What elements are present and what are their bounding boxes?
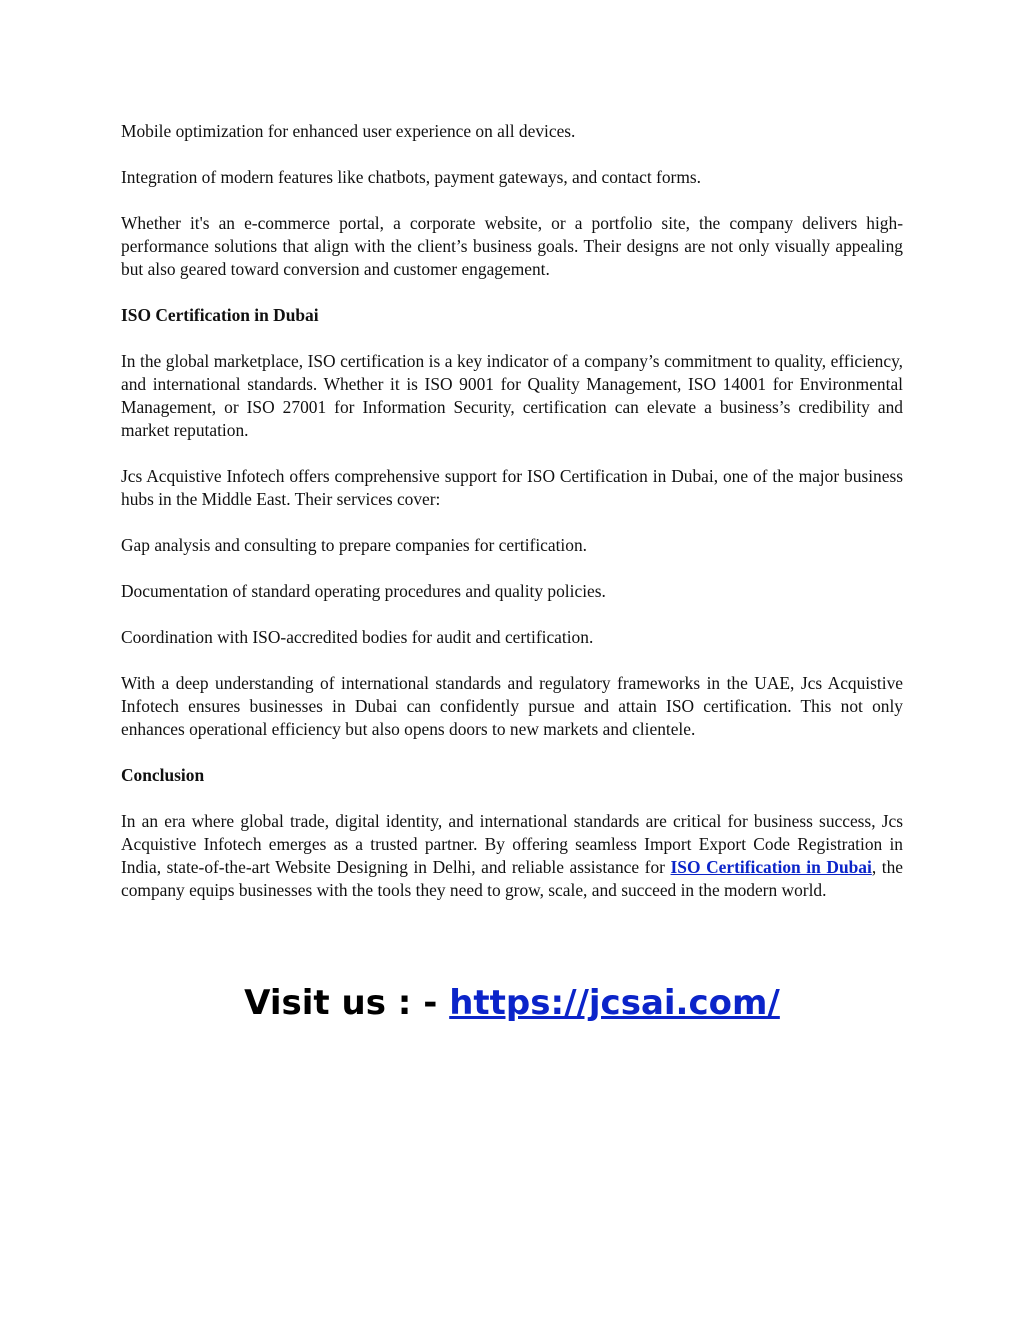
- iso-certification-link[interactable]: ISO Certification in Dubai: [670, 857, 872, 877]
- paragraph-global-marketplace: In the global marketplace, ISO certification is a key indicator of a company’s commitment to quality, efficiency, and international standards. Whether it is ISO 9001 for Quality Management, ISO 14001 for Environmental Management, or ISO 27001 for Information Security, certification can elevate a business’s credibility and market reputation.: [121, 351, 903, 440]
- heading-conclusion: Conclusion: [121, 765, 205, 785]
- conclusion-text-after: , the company equips businesses with the tools they need to grow, scale, and succeed in the modern world.: [121, 857, 904, 900]
- paragraph-coordination: Coordination with ISO-accredited bodies for audit and certification.: [121, 627, 594, 647]
- heading-iso-certification: ISO Certification in Dubai: [121, 305, 319, 325]
- paragraph-website-types: Whether it's an e-commerce portal, a corporate website, or a portfolio site, the company delivers high-performance solutions that align with the client’s business goals. Their designs are not only visually appealing but also geared toward conversion and customer engagement.: [121, 213, 903, 279]
- visit-us-line: [0, 978, 1024, 1028]
- paragraph-deep-understanding: With a deep understanding of international standards and regulatory frameworks in the UAE, Jcs Acquistive Infotech ensures businesses in Dubai can confidently pursue and attain ISO certification. This not only enhances operational efficiency but also opens doors to new markets and clientele.: [121, 673, 903, 739]
- paragraph-gap-analysis: Gap analysis and consulting to prepare companies for certification.: [121, 535, 588, 555]
- paragraph-jcs-offers: Jcs Acquistive Infotech offers comprehensive support for ISO Certification in Dubai, one of the major business hubs in the Middle East. Their services cover:: [121, 466, 903, 509]
- document-body: [121, 120, 903, 925]
- visit-us-label: Visit us : -: [244, 983, 450, 1023]
- conclusion-text-before: In an era where global trade, digital identity, and international standards are critical for business success, Jcs Acquistive Infotech emerges as a trusted partner. By offering seamless Import Export Code Registration in India, state-of-the-art Website Designing in Delhi, and reliable assistance for: [121, 811, 903, 877]
- paragraph-mobile-optimization: Mobile optimization for enhanced user experience on all devices.: [121, 121, 576, 141]
- paragraph-integration: Integration of modern features like chatbots, payment gateways, and contact forms.: [121, 167, 701, 187]
- paragraph-conclusion: [121, 810, 903, 902]
- website-url-link[interactable]: https://jcsai.com/: [449, 983, 780, 1023]
- paragraph-documentation: Documentation of standard operating procedures and quality policies.: [121, 581, 606, 601]
